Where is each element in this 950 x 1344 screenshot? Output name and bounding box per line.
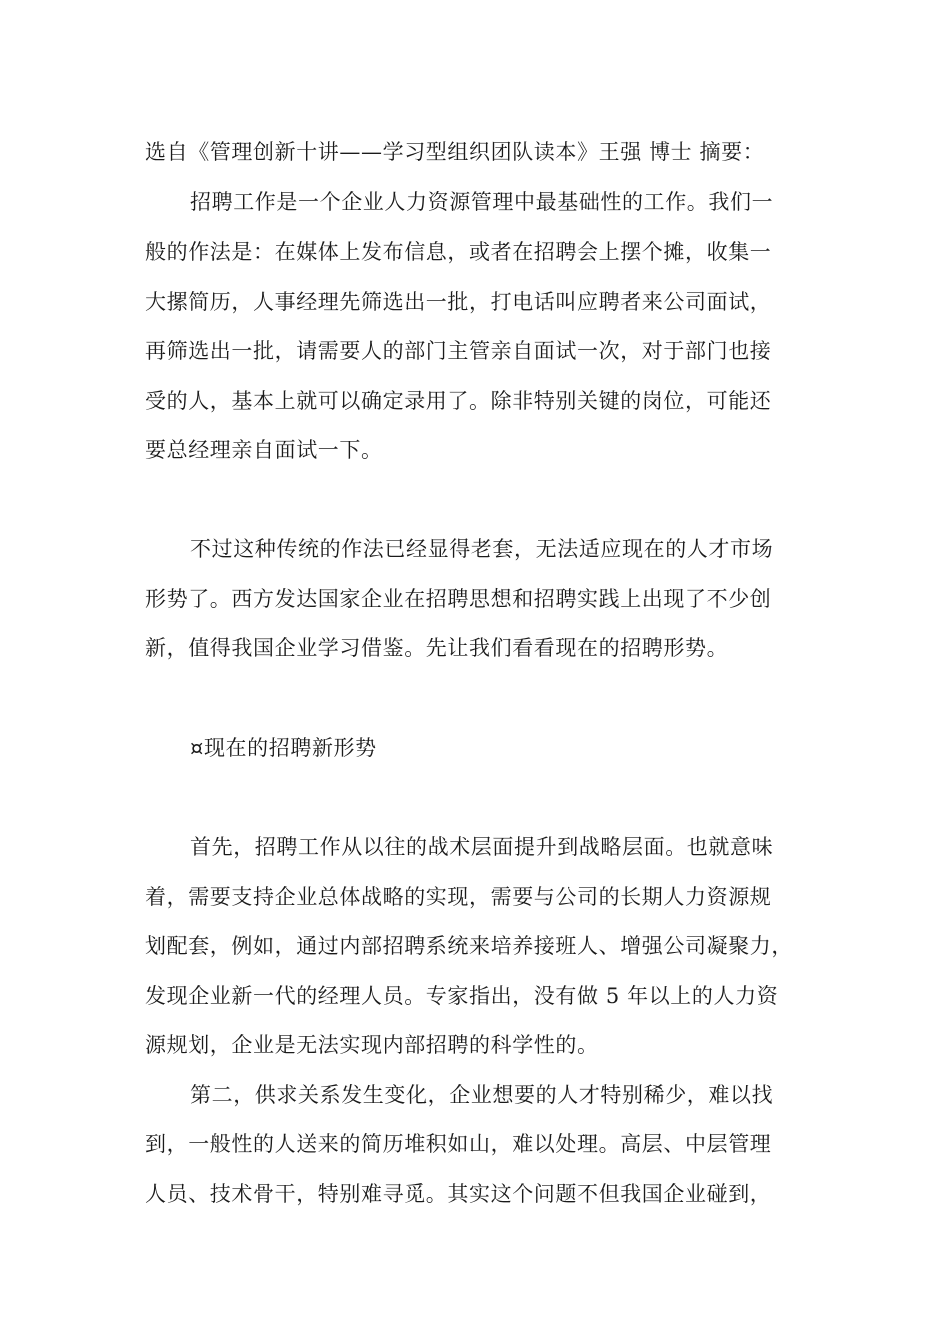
paragraph-line: 再筛选出一批，请需要人的部门主管亲自面试一次，对于部门也接 — [145, 339, 772, 363]
paragraph-line: 受的人，基本上就可以确定录用了。除非特别关键的岗位，可能还 — [145, 389, 772, 413]
source-line: 选自《管理创新十讲——学习型组织团队读本》王强 博士 摘要： — [145, 140, 765, 164]
paragraph-line: 招聘工作是一个企业人力资源管理中最基础性的工作。我们一 — [190, 190, 774, 214]
paragraph-line: 要总经理亲自面试一下。 — [145, 438, 383, 462]
paragraph-line: 第二，供求关系发生变化，企业想要的人才特别稀少，难以找 — [190, 1083, 774, 1107]
paragraph-line: 新，值得我国企业学习借鉴。先让我们看看现在的招聘形势。 — [145, 636, 729, 660]
paragraph-line: 首先，招聘工作从以往的战术层面提升到战略层面。也就意味 — [190, 835, 774, 859]
paragraph-line: 划配套，例如，通过内部招聘系统来培养接班人、增强公司凝聚力， — [145, 934, 793, 958]
paragraph-line: 源规划，企业是无法实现内部招聘的科学性的。 — [145, 1033, 599, 1057]
section-heading: ¤现在的招聘新形势 — [190, 736, 377, 760]
paragraph-line: 形势了。西方发达国家企业在招聘思想和招聘实践上出现了不少创 — [145, 587, 772, 611]
paragraph-line: 不过这种传统的作法已经显得老套，无法适应现在的人才市场 — [190, 537, 774, 561]
paragraph-line: 大摞简历，人事经理先筛选出一批，打电话叫应聘者来公司面试， — [145, 290, 772, 314]
paragraph-line: 发现企业新一代的经理人员。专家指出，没有做 5 年以上的人力资 — [145, 984, 779, 1008]
paragraph-line: 着，需要支持企业总体战略的实现，需要与公司的长期人力资源规 — [145, 885, 772, 909]
paragraph-line: 人员、技术骨干，特别难寻觅。其实这个问题不但我国企业碰到， — [145, 1182, 772, 1206]
paragraph-line: 般的作法是：在媒体上发布信息，或者在招聘会上摆个摊，收集一 — [145, 240, 772, 264]
paragraph-line: 到，一般性的人送来的简历堆积如山，难以处理。高层、中层管理 — [145, 1132, 772, 1156]
